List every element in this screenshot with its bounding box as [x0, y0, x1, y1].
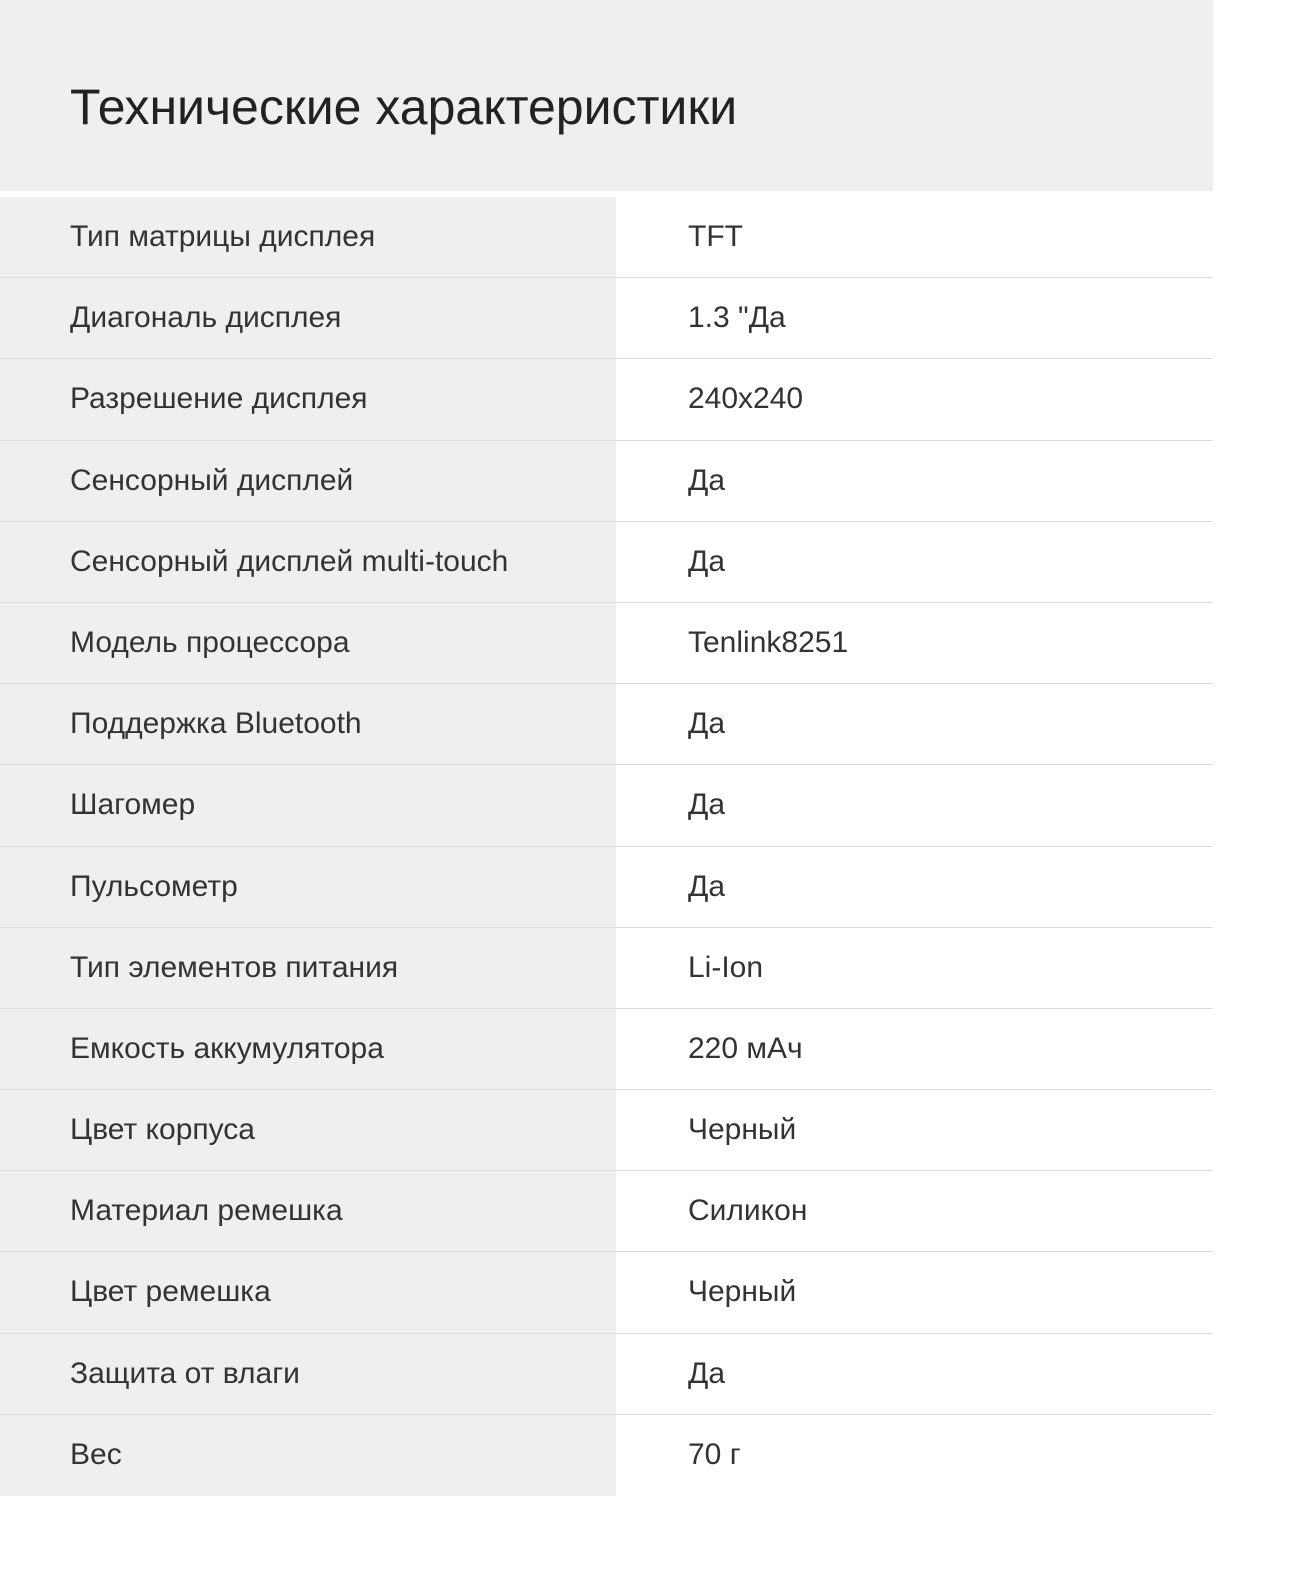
spec-row [0, 522, 1213, 603]
spec-label: Поддержка Bluetooth [70, 707, 362, 741]
spec-value: Черный [688, 1113, 797, 1147]
spec-value: Да [688, 1356, 726, 1390]
spec-value: Да [688, 463, 726, 497]
spec-value: 220 мАч [688, 1031, 803, 1065]
spec-label: Сенсорный дисплей [70, 463, 354, 497]
spec-label: Тип элементов питания [70, 950, 399, 984]
spec-label: Разрешение дисплея [70, 382, 368, 416]
spec-row [0, 197, 1213, 278]
specs-header [0, 0, 1213, 191]
page-title: Технические характеристики [70, 79, 738, 135]
specs-table [0, 197, 1213, 1496]
spec-label: Цвет корпуса [70, 1113, 255, 1147]
spec-label: Сенсорный дисплей multi-touch [70, 544, 509, 578]
spec-value: Да [688, 788, 726, 822]
spec-label: Материал ремешка [70, 1194, 343, 1228]
spec-value: Li-Ion [688, 950, 764, 984]
spec-label: Модель процессора [70, 625, 350, 659]
spec-value: Силикон [688, 1194, 808, 1228]
spec-row [0, 1009, 1213, 1090]
spec-row [0, 1252, 1213, 1333]
spec-value: TFT [688, 220, 743, 253]
spec-row [0, 765, 1213, 846]
spec-label: Вес [70, 1437, 122, 1471]
spec-value: Черный [688, 1275, 797, 1309]
spec-row [0, 359, 1213, 440]
spec-row [0, 1334, 1213, 1415]
spec-row [0, 603, 1213, 684]
spec-row [0, 847, 1213, 928]
spec-value: 70 г [688, 1437, 741, 1471]
spec-row [0, 441, 1213, 522]
spec-label: Защита от влаги [70, 1356, 300, 1390]
spec-row [0, 928, 1213, 1009]
spec-label: Емкость аккумулятора [70, 1031, 384, 1065]
spec-value: Да [688, 869, 726, 903]
spec-row [0, 1171, 1213, 1252]
spec-value: 240x240 [688, 382, 804, 416]
spec-row [0, 1415, 1213, 1496]
spec-label: Цвет ремешка [70, 1275, 271, 1309]
spec-label: Тип матрицы дисплея [70, 220, 376, 253]
spec-row [0, 278, 1213, 359]
spec-label: Шагомер [70, 788, 196, 822]
spec-value: Tenlink8251 [688, 625, 849, 659]
spec-label: Пульсометр [70, 869, 238, 903]
spec-row [0, 1090, 1213, 1171]
spec-value: Да [688, 544, 726, 578]
spec-value: 1.3 "Да [688, 301, 786, 335]
spec-label: Диагональ дисплея [70, 301, 342, 335]
spec-row [0, 684, 1213, 765]
spec-value: Да [688, 707, 726, 741]
